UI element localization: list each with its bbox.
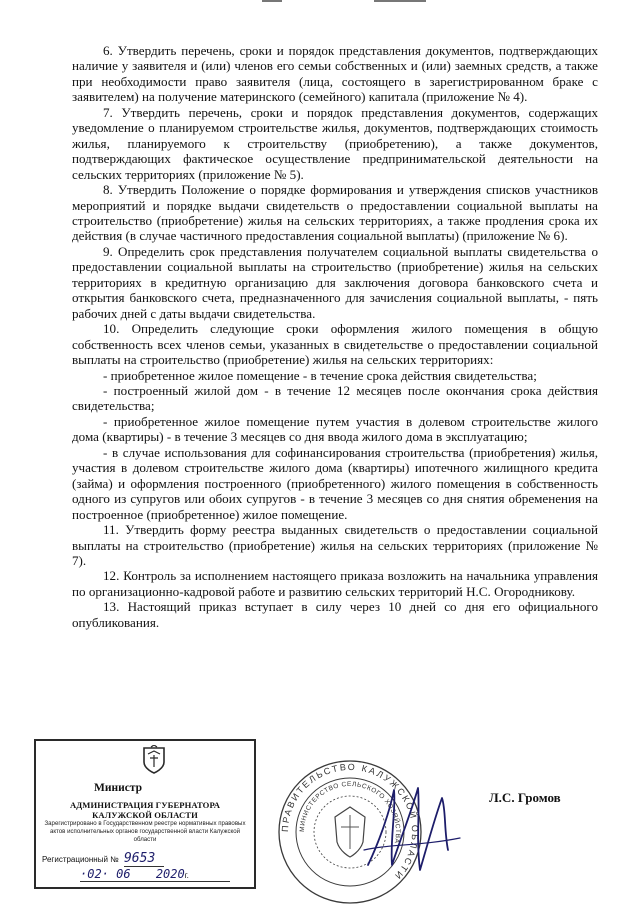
registration-number-row — [42, 851, 248, 867]
paragraph-11: 11. Утвердить форму реестра выданных свидетельств о предоставлении социальной выплаты на строительство (приобретение) жилья на сельских территориях (приложение № 7). — [72, 522, 598, 568]
paragraph-6: 6. Утвердить перечень, сроки и порядок представления документов, подтверждающих наличие у заявителя и (или) членов его семьи собственных и (или) заемных средств, а также при необходимости право заявителя (лица, состоящего в зарегистрированном браке с заявителем) на получение материнского (семейного) капитала (приложение № 4). — [72, 43, 598, 105]
registration-year-handwritten: 20 — [170, 867, 185, 881]
paragraph-10-item-4: - в случае использования для софинансирования строительства (приобретения) жилья, участия в долевом строительстве жилого дома (квартиры) ипотечного жилищного кредита (займа) и оформления построенного (приобретенного) жилого помещения в собственность одного из супругов или обоих супругов - в течение 3 месяцев со дня снятия обременения на построенное (приобретенное) жилое помещение. — [72, 444, 598, 522]
paragraph-10-item-3: - приобретенное жилое помещение путем участия в долевом строительстве жилого дома (квартиры) - в течение 3 месяцев со дня ввода жилого дома в эксплуатацию; — [72, 413, 598, 445]
paragraph-7: 7. Утвердить перечень, сроки и порядок представления документов, содержащих уведомление о планируемом строительстве жилья, документов, подтверждающих стоимость жилья, планируемого к строительству (приобретению), а также документов, подтверждающих фактическое осуществление предпринимательской деятельности на сельских территориях (приложение № 5). — [72, 104, 598, 182]
registration-year-suffix: г. — [184, 871, 189, 880]
paragraph-12: 12. Контроль за исполнением настоящего приказа возложить на начальника управления по организационно-кадровой работе и развитию сельских территорий Н.С. Огородникову. — [72, 568, 598, 599]
scan-mark — [374, 0, 426, 2]
paragraph-8: 8. Утвердить Положение о порядке формирования и утверждения списков участников мероприятий и порядке выдачи свидетельств о предоставлении социальной выплаты на строительство (приобретение) жилья на сельских территориях, а также продления срока их действия (в случае частичного предоставления социальной выплаты) (приложение № 6). — [72, 182, 598, 244]
registration-number-label: Регистрационный № — [42, 855, 119, 864]
minister-title: Министр — [94, 782, 143, 794]
order-body — [72, 43, 598, 630]
stamp-organization: АДМИНИСТРАЦИЯ ГУБЕРНАТОРА КАЛУЖСКОЙ ОБЛАСТИ — [69, 800, 221, 820]
paragraph-13: 13. Настоящий приказ вступает в силу через 10 дней со дня его официального опубликования. — [72, 599, 598, 630]
stamp-registration-note: Зарегистрировано в Государственном реестре нормативных правовых актов исполнительных органов государственной власти Калужской области — [44, 820, 246, 843]
paragraph-10-item-2: - построенный жилой дом - в течение 12 месяцев после окончания срока действия свидетельства; — [72, 382, 598, 414]
paragraph-9: 9. Определить срок представления получателем социальной выплаты свидетельства о предоставлении социальной выплаты на строительство (приобретение) жилья на сельских территориях в кредитную организацию для заключения договора банковского счета и открытия банковского счета, предназначенного для зачисления социальной выплаты, - пять рабочих дней с даты выдачи свидетельства. — [72, 243, 598, 321]
signer-name: Л.С. Громов — [489, 790, 561, 805]
scan-edge-marks — [0, 0, 639, 14]
seal-inner-text: МИНИСТЕРСТВО СЕЛЬСКОГО ХОЗЯЙСТВА — [298, 780, 402, 845]
coat-of-arms-icon — [142, 745, 166, 775]
scan-mark — [262, 0, 282, 2]
registration-year-printed: 20 — [155, 867, 171, 881]
paragraph-10: 10. Определить следующие сроки оформления жилого помещения в общую собственность всех членов семьи, указанных в свидетельстве о предоставлении социальной выплаты на строительство (приобретение) жилья на сельских территориях: — [72, 321, 598, 368]
paragraph-10-item-1: - приобретенное жилое помещение - в течение срока действия свидетельства; — [103, 367, 537, 383]
registration-stamp — [34, 739, 256, 889]
handwritten-signature — [360, 770, 470, 880]
registration-date-value: ·02· 06 — [80, 867, 131, 881]
registration-number-value: 9653 — [124, 851, 164, 867]
registration-date — [80, 867, 230, 882]
seal-outer-text: ПРАВИТЕЛЬСТВО КАЛУЖСКОЙ ОБЛАСТИ — [279, 761, 421, 883]
